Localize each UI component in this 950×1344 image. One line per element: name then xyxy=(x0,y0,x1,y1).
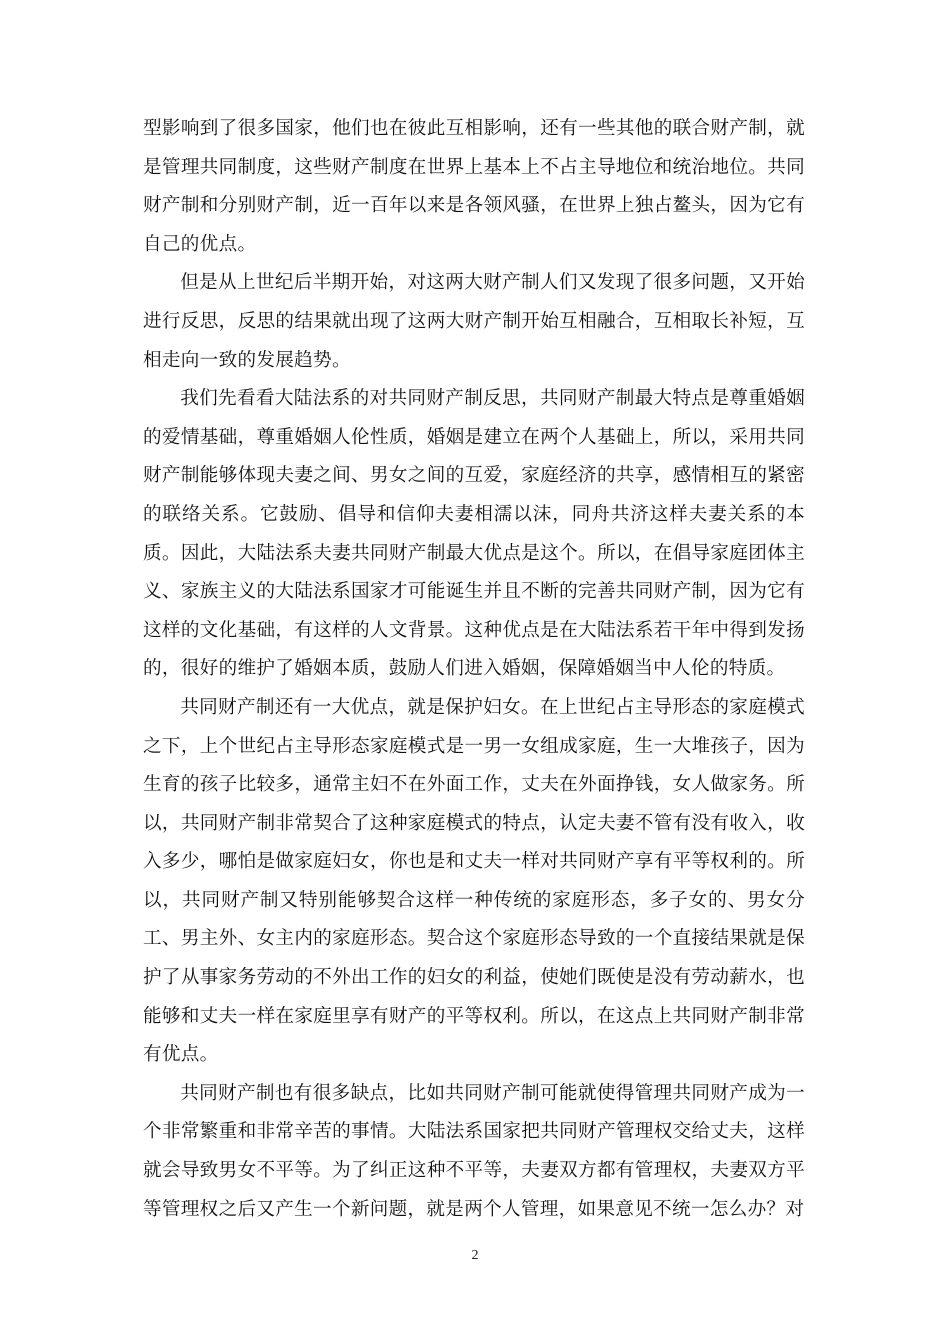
page-number: 2 xyxy=(471,1248,479,1263)
paragraph-2: 但是从上世纪后半期开始，对这两大财产制人们又发现了很多问题，又开始进行反思，反思的结果就出现了这两大财产制开始互相融合，互相取长补短，互相走向一致的发展趋势。 xyxy=(143,272,805,371)
paragraph-5: 共同财产制也有很多缺点，比如共同财产制可能就使得管理共同财产成为一个非常繁重和非常辛苦的事情。大陆法系国家把共同财产管理权交给丈夫，这样就会导致男女不平等。为了纠正这种不平等，夫妻双方都有管理权，夫妻双方平等管理权之后又产生一个新问题，就是两个人管理，如果意见不统一怎么办？对 xyxy=(143,1082,805,1220)
paragraph-3: 我们先看看大陆法系的对共同财产制反思，共同财产制最大特点是尊重婚姻的爱情基础，尊重婚姻人伦性质，婚姻是建立在两个人基础上，所以，采用共同财产制能够体现夫妻之间、男女之间的互爱，家庭经济的共享，感情相互的紧密的联络关系。它鼓励、倡导和信仰夫妻相濡以沫，同舟共济这样夫妻关系的本质。因此，大陆法系夫妻共同财产制最大优点是这个。所以，在倡导家庭团体主义、家族主义的大陆法系国家才可能诞生并且不断的完善共同财产制，因为它有这样的文化基础，有这样的人文背景。这种优点是在大陆法系若干年中得到发扬的，很好的维护了婚姻本质，鼓励人们进入婚姻，保障婚姻当中人伦的特质。 xyxy=(143,388,805,680)
paragraph-1: 型影响到了很多国家，他们也在彼此互相影响，还有一些其他的联合财产制，就是管理共同制度，这些财产制度在世界上基本上不占主导地位和统治地位。共同财产制和分别财产制，近一百年以来是各领风骚，在世界上独占鳌头，因为它有自己的优点。 xyxy=(143,118,805,255)
paragraph-4: 共同财产制还有一大优点，就是保护妇女。在上世纪占主导形态的家庭模式之下，上个世纪占主导形态家庭模式是一男一女组成家庭，生一大堆孩子，因为生育的孩子比较多，通常主妇不在外面工作，丈夫在外面挣钱，女人做家务。所以，共同财产制非常契合了这种家庭模式的特点，认定夫妻不管有没有收入，收入多少，哪怕是做家庭妇女，你也是和丈夫一样对共同财产享有平等权利的。所以，共同财产制又特别能够契合这样一种传统的家庭形态，多子女的、男女分工、男主外、女主内的家庭形态。契合这个家庭形态导致的一个直接结果就是保护了从事家务劳动的不外出工作的妇女的利益，使她们既使是没有劳动薪水，也能够和丈夫一样在家庭里享有财产的平等权利。所以，在这点上共同财产制非常有优点。 xyxy=(143,696,805,1066)
document-body xyxy=(143,110,805,1229)
